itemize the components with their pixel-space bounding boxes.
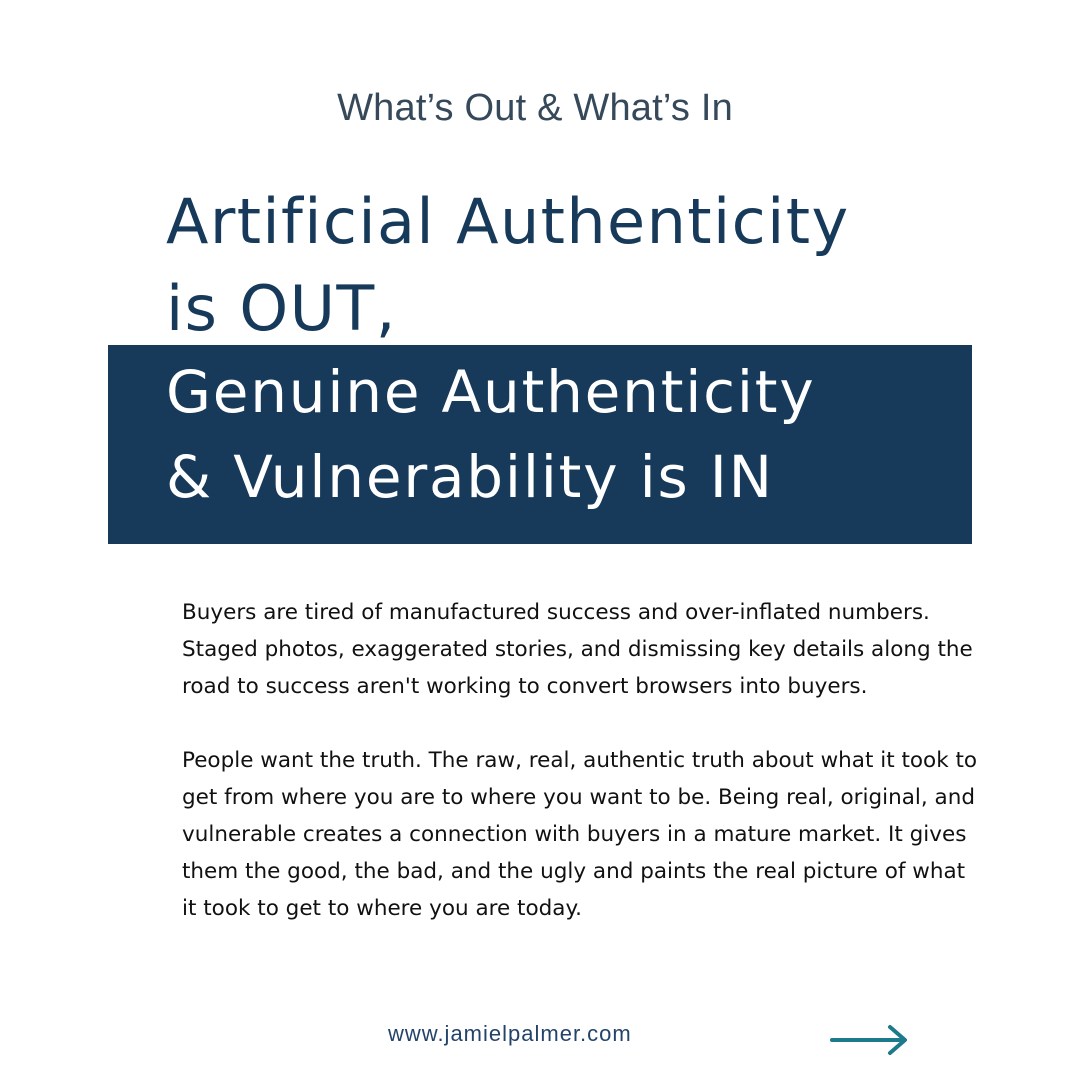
arrow-right-icon[interactable]: [828, 1022, 912, 1058]
headline-in: [166, 350, 966, 520]
headline-in-line-1: Genuine Authenticity: [166, 358, 816, 426]
website-url[interactable]: www.jamielpalmer.com: [388, 1021, 632, 1046]
headline-in-line-2: & Vulnerability is IN: [166, 443, 774, 511]
headline-out-line-1: Artificial Authenticity: [166, 185, 850, 258]
headline-out: [166, 178, 1066, 352]
headline-out-line-2: is OUT,: [166, 272, 397, 345]
slide-subtitle: What’s Out & What’s In: [337, 87, 733, 129]
body-copy: [182, 594, 982, 964]
body-paragraph-2: People want the truth. The raw, real, authentic truth about what it took to get from where you are to where you want to be. Being real, original, and vulnerable creates a connection with buyers in a mature market. It gives them the good, the bad, and the ugly and paints the real picture of what it took to get to where you are today.: [182, 748, 978, 921]
body-paragraph-1: Buyers are tired of manufactured success and over-inflated numbers. Staged photos, exaggerated stories, and dismissing key details along the road to success aren't working to convert browsers into buyers.: [182, 600, 973, 699]
